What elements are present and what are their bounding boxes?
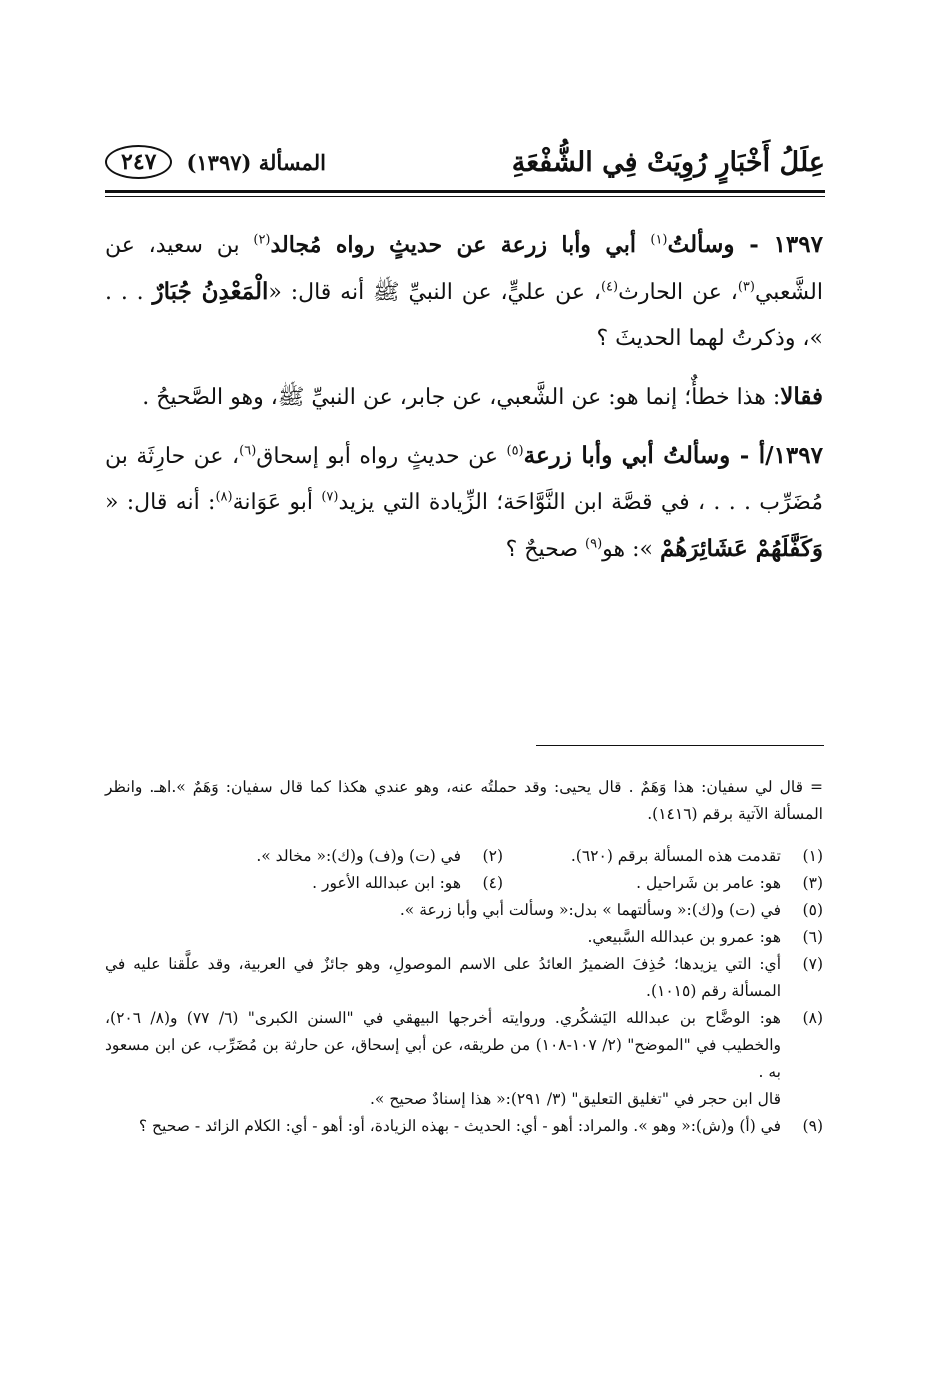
text-run: عن حديثٍ رواه أبو إسحاق — [256, 444, 507, 469]
footnote-text: في (ت) و(ف) و(ك):« مخالد ». — [256, 847, 461, 865]
footnote-text: تقدمت هذه المسألة برقم (٦٢٠). — [570, 847, 781, 865]
text-run: ، عن حارِثَة بن مُضَرِّب . . . ، في قصَّة ابن النَّوَّاحَة؛ الزِّيادة التي يزيد — [105, 444, 824, 515]
footnote-1 — [503, 843, 823, 870]
paragraph-1397 — [105, 222, 823, 362]
footnote-pair — [105, 870, 823, 897]
text-run: بن سعيد، عن الشَّعبي — [105, 233, 823, 305]
footnote-number: (٨) — [802, 1009, 823, 1027]
footnote-pair — [105, 843, 823, 870]
footnote-text-part: قال ابن حجر في "تغليق التعليق" (٣/ ٢٩١):« هذا إسنادٌ صحيح ». — [369, 1090, 781, 1108]
footnote-continuation: = قال لي سفيان: هذا وَهَمٌ . قال يحيى: وقد حملتُه عنه، وهو عندي هكذا كما قال سفيان: وَهَمٌ ».اهـ. وانظر المسألة الآتية برقم (١٤١٦). — [105, 777, 823, 823]
text-run: : هذا خطأٌ؛ إنما هو: عن الشَّعبي، عن جابر، عن النبيِّ ﷺ، وهو الصَّحيحُ . — [142, 385, 781, 410]
answer-lead: فقالا — [780, 383, 823, 410]
footnote-9 — [105, 1113, 823, 1140]
footnote-ref: (٧) — [321, 489, 339, 505]
header-issue-group — [105, 145, 326, 179]
footnote-number: (٦) — [802, 928, 823, 946]
footnote-8 — [105, 1005, 823, 1113]
footnote-ref: (١) — [650, 232, 668, 248]
text-run: ، عن عليٍّ، عن النبيِّ ﷺ أنه قال: « — [268, 280, 601, 305]
page-number: ٢٤٧ — [105, 145, 172, 179]
footnote-text: هو: عمرو بن عبدالله السَّبيعي. — [587, 928, 781, 946]
footnote-ref: (٥) — [506, 443, 524, 459]
footnote-5 — [105, 897, 823, 924]
footnote-ref: (٣) — [737, 279, 755, 295]
text-run: : أنه قال: « — [105, 490, 216, 515]
text-run: »: هو — [602, 537, 660, 562]
footnote-text: في (ت) و(ك):« وسألتهما » بدل:« وسألت أبي وأبا زرعة ». — [399, 901, 781, 919]
footnote-text-part: هو: الوضَّاح بن عبدالله اليَشكُري. وروايته أخرجها البيهقي في "السنن الكبرى" (٦/ ٧٧) و(٨/ ٢٠٦)، والخطيب في "الموضح" (٢/ ١٠٧-١٠٨) من طريقه، عن أبي إسحاق، عن حارثة بن مُضَرِّب، عن ابن مسعود به . — [105, 1009, 781, 1081]
footnote-text: أي: التي يزيدها؛ حُذِفَ الضميرُ العائدُ على الاسم الموصولِ، وهو جائزٌ في العربية، وقد علَّقنا عليه في المسألة رقم (١٠١٥). — [105, 955, 781, 1000]
footnote-number: (٢) — [482, 847, 503, 865]
text-run: أبي وأبا زرعة عن حديثٍ رواه مُجالد — [270, 232, 651, 258]
hadith-quote: وَكَفَّلَهُمْ عَشَائِرَهُمْ — [660, 535, 823, 562]
paragraph-1397a — [105, 433, 823, 573]
main-text — [105, 222, 823, 585]
footnote-6 — [105, 924, 823, 951]
issue-heading: ١٣٩٧/أ - وسألتُ أبي وأبا زرعة — [523, 442, 823, 469]
hadith-quote: الْمَعْدِنُ جُبَارٌ — [152, 278, 269, 305]
footnote-ref: (٢) — [253, 232, 271, 248]
footnote-ref: (٨) — [215, 489, 233, 505]
header-rule-thin — [105, 196, 825, 197]
footnote-number: (٥) — [802, 901, 823, 919]
issue-label: المسألة (١٣٩٧) — [186, 149, 326, 175]
footnote-ref: (٤) — [600, 279, 619, 295]
footnote-text: في (أ) و(ش):« وهو ». والمراد: أهو - أي: الحديث - بهذه الزيادة، أو: أهو - أي: الكلام الزائد - صحيح ؟ — [138, 1117, 781, 1135]
text-run: صحيحٌ ؟ — [505, 537, 586, 562]
footnote-number: (١) — [802, 847, 823, 865]
footnotes — [105, 758, 823, 1140]
footnote-3 — [503, 870, 823, 897]
footnote-text: هو: عامر بن شَراحيل . — [636, 874, 781, 892]
header-rule-thick — [105, 190, 825, 193]
paragraph-answer — [105, 374, 823, 421]
issue-heading: ١٣٩٧ - وسألتُ — [667, 231, 823, 258]
footnote-number: (٤) — [482, 874, 503, 892]
text-run: . . . »، وذكرتُ لهما الحديثَ ؟ — [105, 280, 823, 351]
text-run: أبو عَوَانة — [232, 490, 322, 515]
footnote-number: (٩) — [802, 1117, 823, 1135]
text-run: ، عن الحارث — [618, 280, 738, 305]
footnote-ref: (٩) — [585, 536, 603, 552]
footnote-number: (٧) — [802, 955, 823, 973]
book-title: عِلَلُ أَخْبَارٍ رُوِيَتْ فِي الشُّفْعَةِ — [511, 146, 825, 178]
footnote-2 — [183, 843, 503, 870]
footnote-7 — [105, 951, 823, 1005]
footnote-number: (٣) — [802, 874, 823, 892]
footnote-ref: (٦) — [239, 443, 257, 459]
footnote-text: هو: ابن عبدالله الأعور . — [312, 874, 461, 892]
footnote-text — [105, 1005, 781, 1113]
footnote-4 — [183, 870, 503, 897]
running-header — [105, 138, 825, 186]
footnote-separator — [536, 745, 824, 746]
